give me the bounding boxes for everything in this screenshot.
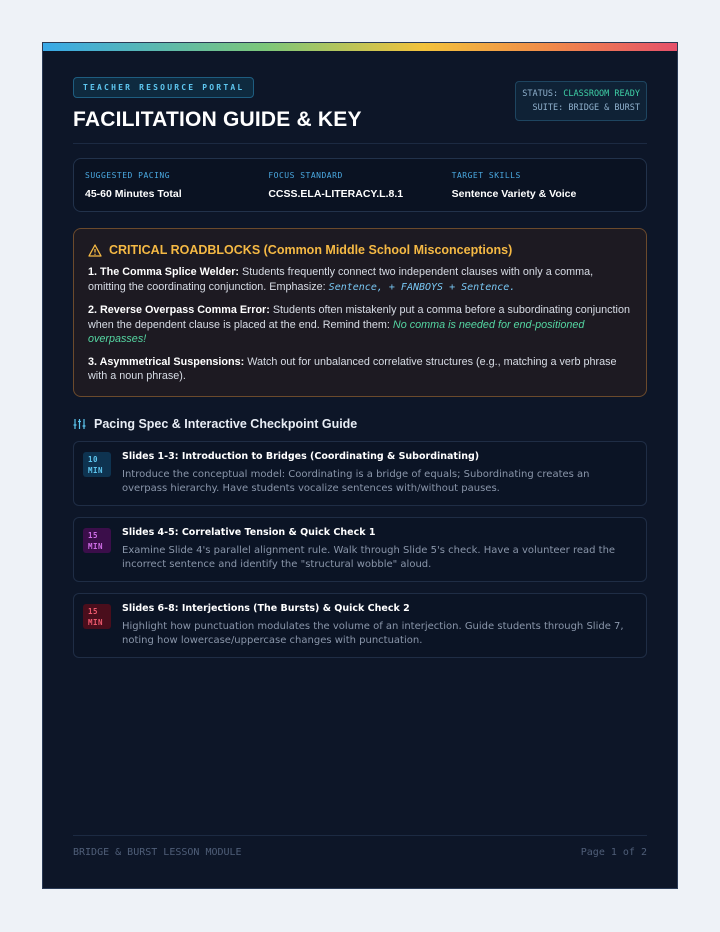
minutes-badge [83,528,111,553]
meta-label: SUGGESTED PACING [85,171,171,180]
roadblock-lead: 3. Asymmetrical Suspensions: [88,355,245,368]
minutes-value: 15 [88,530,99,540]
meta-pacing [85,171,268,199]
minutes-unit: MIN [88,617,104,627]
roadblock-text: Students frequently connect two independent clauses with only a comma, omitting the coordinating conjunction. Emphasize: [88,266,594,293]
roadblock-lead: 1. The Comma Splice Welder: [88,266,239,278]
alert-title: CRITICAL ROADBLOCKS (Common Middle School Misconceptions) [109,243,513,257]
status-box [515,81,647,121]
card-description: Highlight how punctuation modulates the volume of an interjection. Guide students through Slide 7, noting how lowercase/uppercase changes with punctuation. [122,620,624,646]
meta-skills [452,171,635,199]
header-divider [73,143,647,144]
status-label: STATUS: [522,89,564,99]
page-number: Page 1 of 2 [580,847,647,858]
meta-standard [268,171,451,199]
status-line [522,87,640,101]
roadblock-text: Watch out for unbalanced correlative structures (e.g., matching a verb phrase with a noun phrase). [88,355,617,382]
minutes-unit: MIN [88,465,104,475]
roadblock-item [88,355,632,384]
meta-value: Sentence Variety & Voice [451,188,577,200]
roadblock-lead: 2. Reverse Overpass Comma Error: [88,304,270,316]
card-title: Slides 6-8: Interjections (The Bursts) & Quick Check 2 [122,602,410,614]
roadblock-item [88,265,632,295]
section-title: Pacing Spec & Interactive Checkpoint Guide [94,416,358,431]
card-title: Slides 1-3: Introduction to Bridges (Coordinating & Subordinating) [122,450,480,462]
alert-heading [88,243,632,257]
meta-value: 45-60 Minutes Total [85,188,182,200]
roadblock-highlight: Sentence, + FANBOYS + Sentence. [328,281,516,293]
page-title: FACILITATION GUIDE & KEY [73,108,362,131]
minutes-unit: MIN [88,541,104,551]
page-footer [73,835,647,858]
roadblock-item [88,303,632,347]
sliders-icon [73,418,86,430]
facilitation-guide-page [42,42,678,889]
roadblocks-alert [73,228,647,397]
card-description: Introduce the conceptual model: Coordinating is a bridge of equals; Subordinating creates an overpass hierarchy. Have students vocalize sentences with/without pauses. [122,468,590,494]
footer-module: BRIDGE & BURST LESSON MODULE [73,847,242,858]
warning-triangle-icon [88,244,102,257]
meta-label: TARGET SKILLS [451,171,521,180]
card-title: Slides 4-5: Correlative Tension & Quick Check 1 [122,526,376,538]
meta-summary [73,158,647,212]
page-header [43,51,677,143]
roadblock-text: Students often mistakenly put a comma before a subordinating conjunction when the dependent clause is placed at the end. Remind them: [88,304,630,331]
gradient-top-bar [43,43,677,51]
pacing-card [73,517,647,582]
minutes-badge [83,604,111,629]
suite-line: SUITE: BRIDGE & BURST [532,103,640,113]
card-description: Examine Slide 4's parallel alignment rule. Walk through Slide 5's check. Have a volunteer read the incorrect sentence and identify the "structural wobble" aloud. [122,544,616,570]
meta-value: CCSS.ELA-LITERACY.L.8.1 [268,188,404,200]
pacing-section-heading [73,417,647,431]
status-value: CLASSROOM READY [563,89,640,99]
minutes-value: 10 [88,454,99,464]
pacing-card [73,441,647,506]
minutes-badge [83,452,111,477]
pacing-card [73,593,647,658]
roadblock-highlight: No comma is needed for end-positioned overpasses! [88,318,585,345]
portal-badge: TEACHER RESOURCE PORTAL [73,77,254,98]
meta-label: FOCUS STANDARD [268,171,343,180]
minutes-value: 15 [88,606,99,616]
